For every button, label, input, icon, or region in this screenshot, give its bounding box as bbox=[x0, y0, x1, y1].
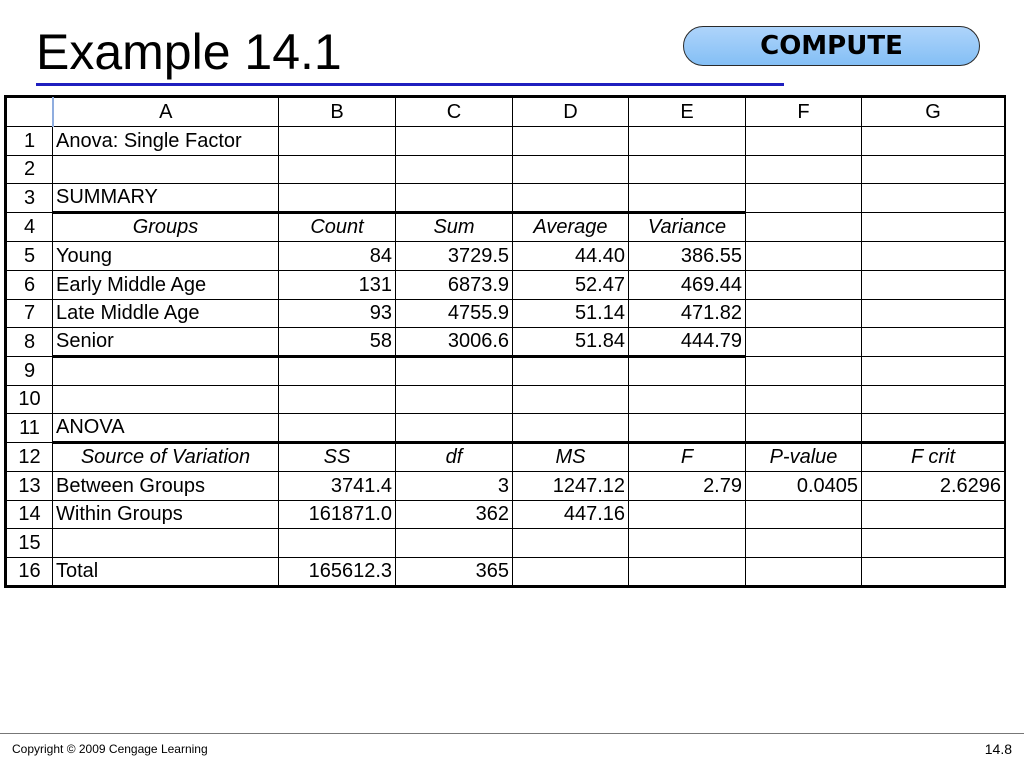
cell[interactable] bbox=[53, 156, 279, 184]
cell[interactable] bbox=[862, 213, 1005, 242]
cell[interactable]: F crit bbox=[862, 443, 1005, 472]
cell[interactable] bbox=[746, 242, 862, 271]
cell[interactable]: 2.6296 bbox=[862, 472, 1005, 501]
cell[interactable] bbox=[513, 357, 629, 386]
row-header[interactable]: 3 bbox=[7, 184, 53, 213]
cell[interactable] bbox=[513, 386, 629, 414]
cell[interactable]: Late Middle Age bbox=[53, 300, 279, 328]
cell[interactable]: Average bbox=[513, 213, 629, 242]
cell[interactable] bbox=[629, 558, 746, 586]
select-all-corner[interactable] bbox=[7, 98, 53, 127]
cell[interactable]: Between Groups bbox=[53, 472, 279, 501]
cell[interactable]: SS bbox=[279, 443, 396, 472]
cell[interactable] bbox=[396, 414, 513, 443]
row-header[interactable]: 7 bbox=[7, 300, 53, 328]
cell[interactable]: Source of Variation bbox=[53, 443, 279, 472]
cell[interactable] bbox=[746, 328, 862, 357]
cell[interactable] bbox=[862, 242, 1005, 271]
cell[interactable]: Senior bbox=[53, 328, 279, 357]
cell[interactable]: 51.84 bbox=[513, 328, 629, 357]
row-header[interactable]: 12 bbox=[7, 443, 53, 472]
cell[interactable]: 0.0405 bbox=[746, 472, 862, 501]
cell[interactable]: P-value bbox=[746, 443, 862, 472]
cell[interactable]: 365 bbox=[396, 558, 513, 586]
column-header-f[interactable]: F bbox=[746, 98, 862, 127]
cell[interactable]: Count bbox=[279, 213, 396, 242]
cell[interactable]: Variance bbox=[629, 213, 746, 242]
cell[interactable] bbox=[629, 501, 746, 529]
cell[interactable]: MS bbox=[513, 443, 629, 472]
cell[interactable] bbox=[746, 213, 862, 242]
cell[interactable] bbox=[746, 127, 862, 156]
cell[interactable]: ANOVA bbox=[53, 414, 279, 443]
column-header-c[interactable]: C bbox=[396, 98, 513, 127]
cell[interactable] bbox=[629, 184, 746, 213]
cell[interactable]: 444.79 bbox=[629, 328, 746, 357]
row-header[interactable]: 10 bbox=[7, 386, 53, 414]
cell[interactable]: 3729.5 bbox=[396, 242, 513, 271]
row-header[interactable]: 16 bbox=[7, 558, 53, 586]
column-header-b[interactable]: B bbox=[279, 98, 396, 127]
column-header-e[interactable]: E bbox=[629, 98, 746, 127]
cell[interactable] bbox=[862, 357, 1005, 386]
cell[interactable]: Young bbox=[53, 242, 279, 271]
cell[interactable] bbox=[396, 127, 513, 156]
cell[interactable] bbox=[862, 328, 1005, 357]
cell[interactable]: F bbox=[629, 443, 746, 472]
cell[interactable]: 3 bbox=[396, 472, 513, 501]
cell[interactable] bbox=[862, 386, 1005, 414]
table-row bbox=[7, 213, 1005, 242]
cell[interactable] bbox=[279, 156, 396, 184]
cell[interactable] bbox=[746, 184, 862, 213]
cell[interactable]: 51.14 bbox=[513, 300, 629, 328]
cell[interactable] bbox=[862, 529, 1005, 558]
row-header[interactable]: 9 bbox=[7, 357, 53, 386]
cell[interactable]: 52.47 bbox=[513, 271, 629, 300]
table-row bbox=[7, 271, 1005, 300]
cell[interactable]: 3006.6 bbox=[396, 328, 513, 357]
cell[interactable] bbox=[396, 386, 513, 414]
cell[interactable] bbox=[746, 156, 862, 184]
cell[interactable] bbox=[279, 414, 396, 443]
cell[interactable] bbox=[746, 414, 862, 443]
row-header[interactable]: 2 bbox=[7, 156, 53, 184]
cell[interactable]: 44.40 bbox=[513, 242, 629, 271]
cell[interactable] bbox=[279, 529, 396, 558]
cell[interactable] bbox=[53, 357, 279, 386]
cell[interactable]: Within Groups bbox=[53, 501, 279, 529]
cell[interactable] bbox=[513, 127, 629, 156]
cell[interactable]: 386.55 bbox=[629, 242, 746, 271]
cell[interactable] bbox=[746, 271, 862, 300]
cell[interactable]: Sum bbox=[396, 213, 513, 242]
cell[interactable] bbox=[862, 501, 1005, 529]
copyright-notice: Copyright © 2009 Cengage Learning bbox=[12, 742, 208, 756]
cell[interactable]: Anova: Single Factor bbox=[53, 127, 279, 156]
column-header-g[interactable]: G bbox=[862, 98, 1005, 127]
table-row bbox=[7, 386, 1005, 414]
cell[interactable]: 3741.4 bbox=[279, 472, 396, 501]
cell[interactable] bbox=[396, 184, 513, 213]
cell[interactable] bbox=[862, 271, 1005, 300]
cell[interactable]: Total bbox=[53, 558, 279, 586]
slide-title: Example 14.1 bbox=[36, 24, 342, 80]
cell[interactable] bbox=[279, 184, 396, 213]
cell[interactable]: 469.44 bbox=[629, 271, 746, 300]
cell[interactable] bbox=[862, 300, 1005, 328]
cell[interactable]: 4755.9 bbox=[396, 300, 513, 328]
cell[interactable]: df bbox=[396, 443, 513, 472]
cell[interactable] bbox=[862, 156, 1005, 184]
table-row bbox=[7, 558, 1005, 586]
cell[interactable]: Groups bbox=[53, 213, 279, 242]
cell[interactable] bbox=[396, 156, 513, 184]
cell[interactable]: 161871.0 bbox=[279, 501, 396, 529]
cell[interactable]: 165612.3 bbox=[279, 558, 396, 586]
cell[interactable] bbox=[746, 501, 862, 529]
cell[interactable] bbox=[746, 386, 862, 414]
cell[interactable] bbox=[746, 357, 862, 386]
cell[interactable] bbox=[629, 529, 746, 558]
table-row bbox=[7, 472, 1005, 501]
cell[interactable]: 2.79 bbox=[629, 472, 746, 501]
table-row bbox=[7, 184, 1005, 213]
cell[interactable]: Early Middle Age bbox=[53, 271, 279, 300]
cell[interactable]: 58 bbox=[279, 328, 396, 357]
cell[interactable] bbox=[53, 386, 279, 414]
cell[interactable]: 6873.9 bbox=[396, 271, 513, 300]
cell[interactable] bbox=[629, 127, 746, 156]
cell[interactable]: 1247.12 bbox=[513, 472, 629, 501]
cell[interactable] bbox=[746, 558, 862, 586]
cell[interactable]: 447.16 bbox=[513, 501, 629, 529]
table-row bbox=[7, 529, 1005, 558]
cell[interactable] bbox=[862, 558, 1005, 586]
column-header-a[interactable]: A bbox=[53, 98, 279, 127]
row-header[interactable]: 13 bbox=[7, 472, 53, 501]
table-row bbox=[7, 501, 1005, 529]
column-header-d[interactable]: D bbox=[513, 98, 629, 127]
cell[interactable] bbox=[513, 184, 629, 213]
footer-divider bbox=[0, 733, 1024, 734]
table-row bbox=[7, 328, 1005, 357]
cell[interactable] bbox=[53, 529, 279, 558]
row-header[interactable]: 11 bbox=[7, 414, 53, 443]
row-header[interactable]: 14 bbox=[7, 501, 53, 529]
row-header[interactable]: 5 bbox=[7, 242, 53, 271]
cell[interactable]: 362 bbox=[396, 501, 513, 529]
row-header[interactable]: 15 bbox=[7, 529, 53, 558]
row-header[interactable]: 6 bbox=[7, 271, 53, 300]
cell[interactable]: 84 bbox=[279, 242, 396, 271]
table-row bbox=[7, 127, 1005, 156]
spreadsheet bbox=[4, 95, 1006, 588]
cell[interactable] bbox=[513, 558, 629, 586]
cell[interactable] bbox=[279, 127, 396, 156]
cell[interactable] bbox=[746, 529, 862, 558]
table-row bbox=[7, 300, 1005, 328]
compute-button[interactable]: COMPUTE bbox=[683, 26, 980, 66]
cell[interactable] bbox=[279, 386, 396, 414]
cell[interactable] bbox=[629, 386, 746, 414]
cell[interactable] bbox=[862, 414, 1005, 443]
table-row bbox=[7, 156, 1005, 184]
cell[interactable] bbox=[279, 357, 396, 386]
cell[interactable] bbox=[513, 156, 629, 184]
cell[interactable] bbox=[629, 414, 746, 443]
cell[interactable]: 93 bbox=[279, 300, 396, 328]
table-row bbox=[7, 414, 1005, 443]
row-header[interactable]: 4 bbox=[7, 213, 53, 242]
cell[interactable] bbox=[746, 300, 862, 328]
table-row bbox=[7, 242, 1005, 271]
cell[interactable] bbox=[396, 357, 513, 386]
cell[interactable] bbox=[513, 529, 629, 558]
cell[interactable]: SUMMARY bbox=[53, 184, 279, 213]
cell[interactable] bbox=[629, 156, 746, 184]
table-row bbox=[7, 357, 1005, 386]
cell[interactable] bbox=[629, 357, 746, 386]
table-row bbox=[7, 443, 1005, 472]
title-underline bbox=[36, 83, 784, 86]
cell[interactable] bbox=[862, 184, 1005, 213]
row-header[interactable]: 8 bbox=[7, 328, 53, 357]
page-number: 14.8 bbox=[984, 741, 1012, 757]
cell[interactable]: 471.82 bbox=[629, 300, 746, 328]
anova-table bbox=[6, 97, 1005, 586]
cell[interactable] bbox=[862, 127, 1005, 156]
row-header[interactable]: 1 bbox=[7, 127, 53, 156]
cell[interactable] bbox=[396, 529, 513, 558]
cell[interactable] bbox=[513, 414, 629, 443]
cell[interactable]: 131 bbox=[279, 271, 396, 300]
